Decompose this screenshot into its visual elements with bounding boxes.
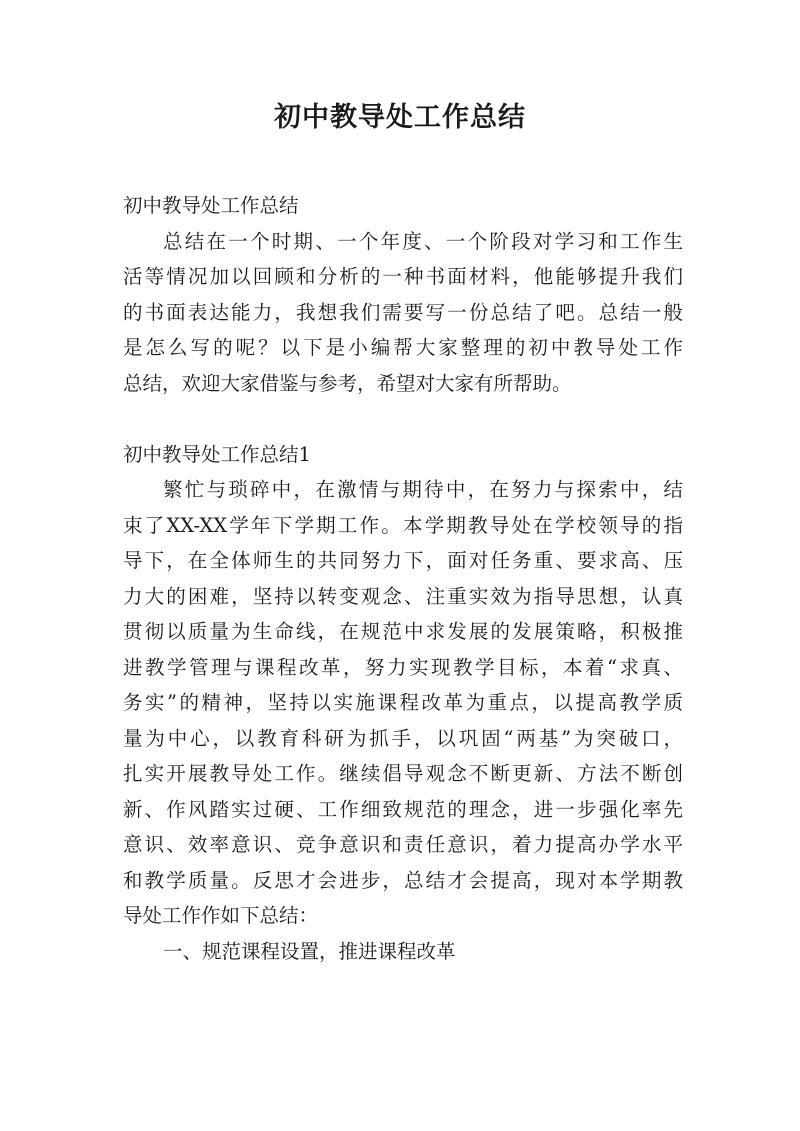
section-line: 导下，在全体师生的共同努力下，面对任务重、要求高、压 bbox=[123, 549, 683, 572]
section-line: 量为中心，以教育科研为抓手，以巩固“两基”为突破口， bbox=[123, 726, 683, 750]
intro-line: 是怎么写的呢？以下是小编帮大家整理的初中教导处工作 bbox=[123, 336, 683, 359]
paragraph-gap bbox=[123, 401, 683, 437]
section-heading: 初中教导处工作总结1 bbox=[123, 442, 311, 466]
section-line: 新、作风踏实过硬、工作细致规范的理念，进一步强化率先 bbox=[123, 797, 683, 821]
document-body bbox=[123, 188, 683, 969]
section-line: 进教学管理与课程改革，努力实现教学目标，本着“求真、 bbox=[123, 655, 683, 679]
section-line: 意识、效率意识、竞争意识和责任意识，着力提高办学水平 bbox=[123, 833, 683, 856]
intro-line: 总结在一个时期、一个年度、一个阶段对学习和工作生 bbox=[163, 229, 683, 253]
intro-line: 总结，欢迎大家借鉴与参考，希望对大家有所帮助。 bbox=[123, 371, 572, 395]
subsection-heading: 一、规范课程设置，推进课程改革 bbox=[163, 939, 456, 963]
section-line: 束了XX-XX学年下学期工作。本学期教导处在学校领导的指 bbox=[123, 513, 683, 537]
section-line: 力大的困难，坚持以转变观念、注重实效为指导思想，认真 bbox=[123, 584, 683, 608]
section-line: 导处工作作如下总结： bbox=[123, 904, 319, 927]
section-line: 繁忙与琐碎中，在激情与期待中，在努力与探索中，结 bbox=[163, 478, 683, 501]
intro-line: 活等情况加以回顾和分析的一种书面材料，他能够提升我们 bbox=[123, 265, 683, 288]
intro-line: 的书面表达能力，我想我们需要写一份总结了吧。总结一般 bbox=[123, 300, 683, 324]
section-line: 扎实开展教导处工作。继续倡导观念不断更新、方法不断创 bbox=[123, 762, 683, 785]
section-line: 和教学质量。反思才会进步，总结才会提高，现对本学期教 bbox=[123, 868, 683, 892]
section-line: 贯彻以质量为生命线，在规范中求发展的发展策略，积极推 bbox=[123, 620, 683, 643]
section-line: 务实”的精神，坚持以实施课程改革为重点，以提高教学质 bbox=[123, 691, 683, 714]
article-heading: 初中教导处工作总结 bbox=[123, 194, 299, 217]
document-title: 初中教导处工作总结 bbox=[274, 102, 526, 133]
